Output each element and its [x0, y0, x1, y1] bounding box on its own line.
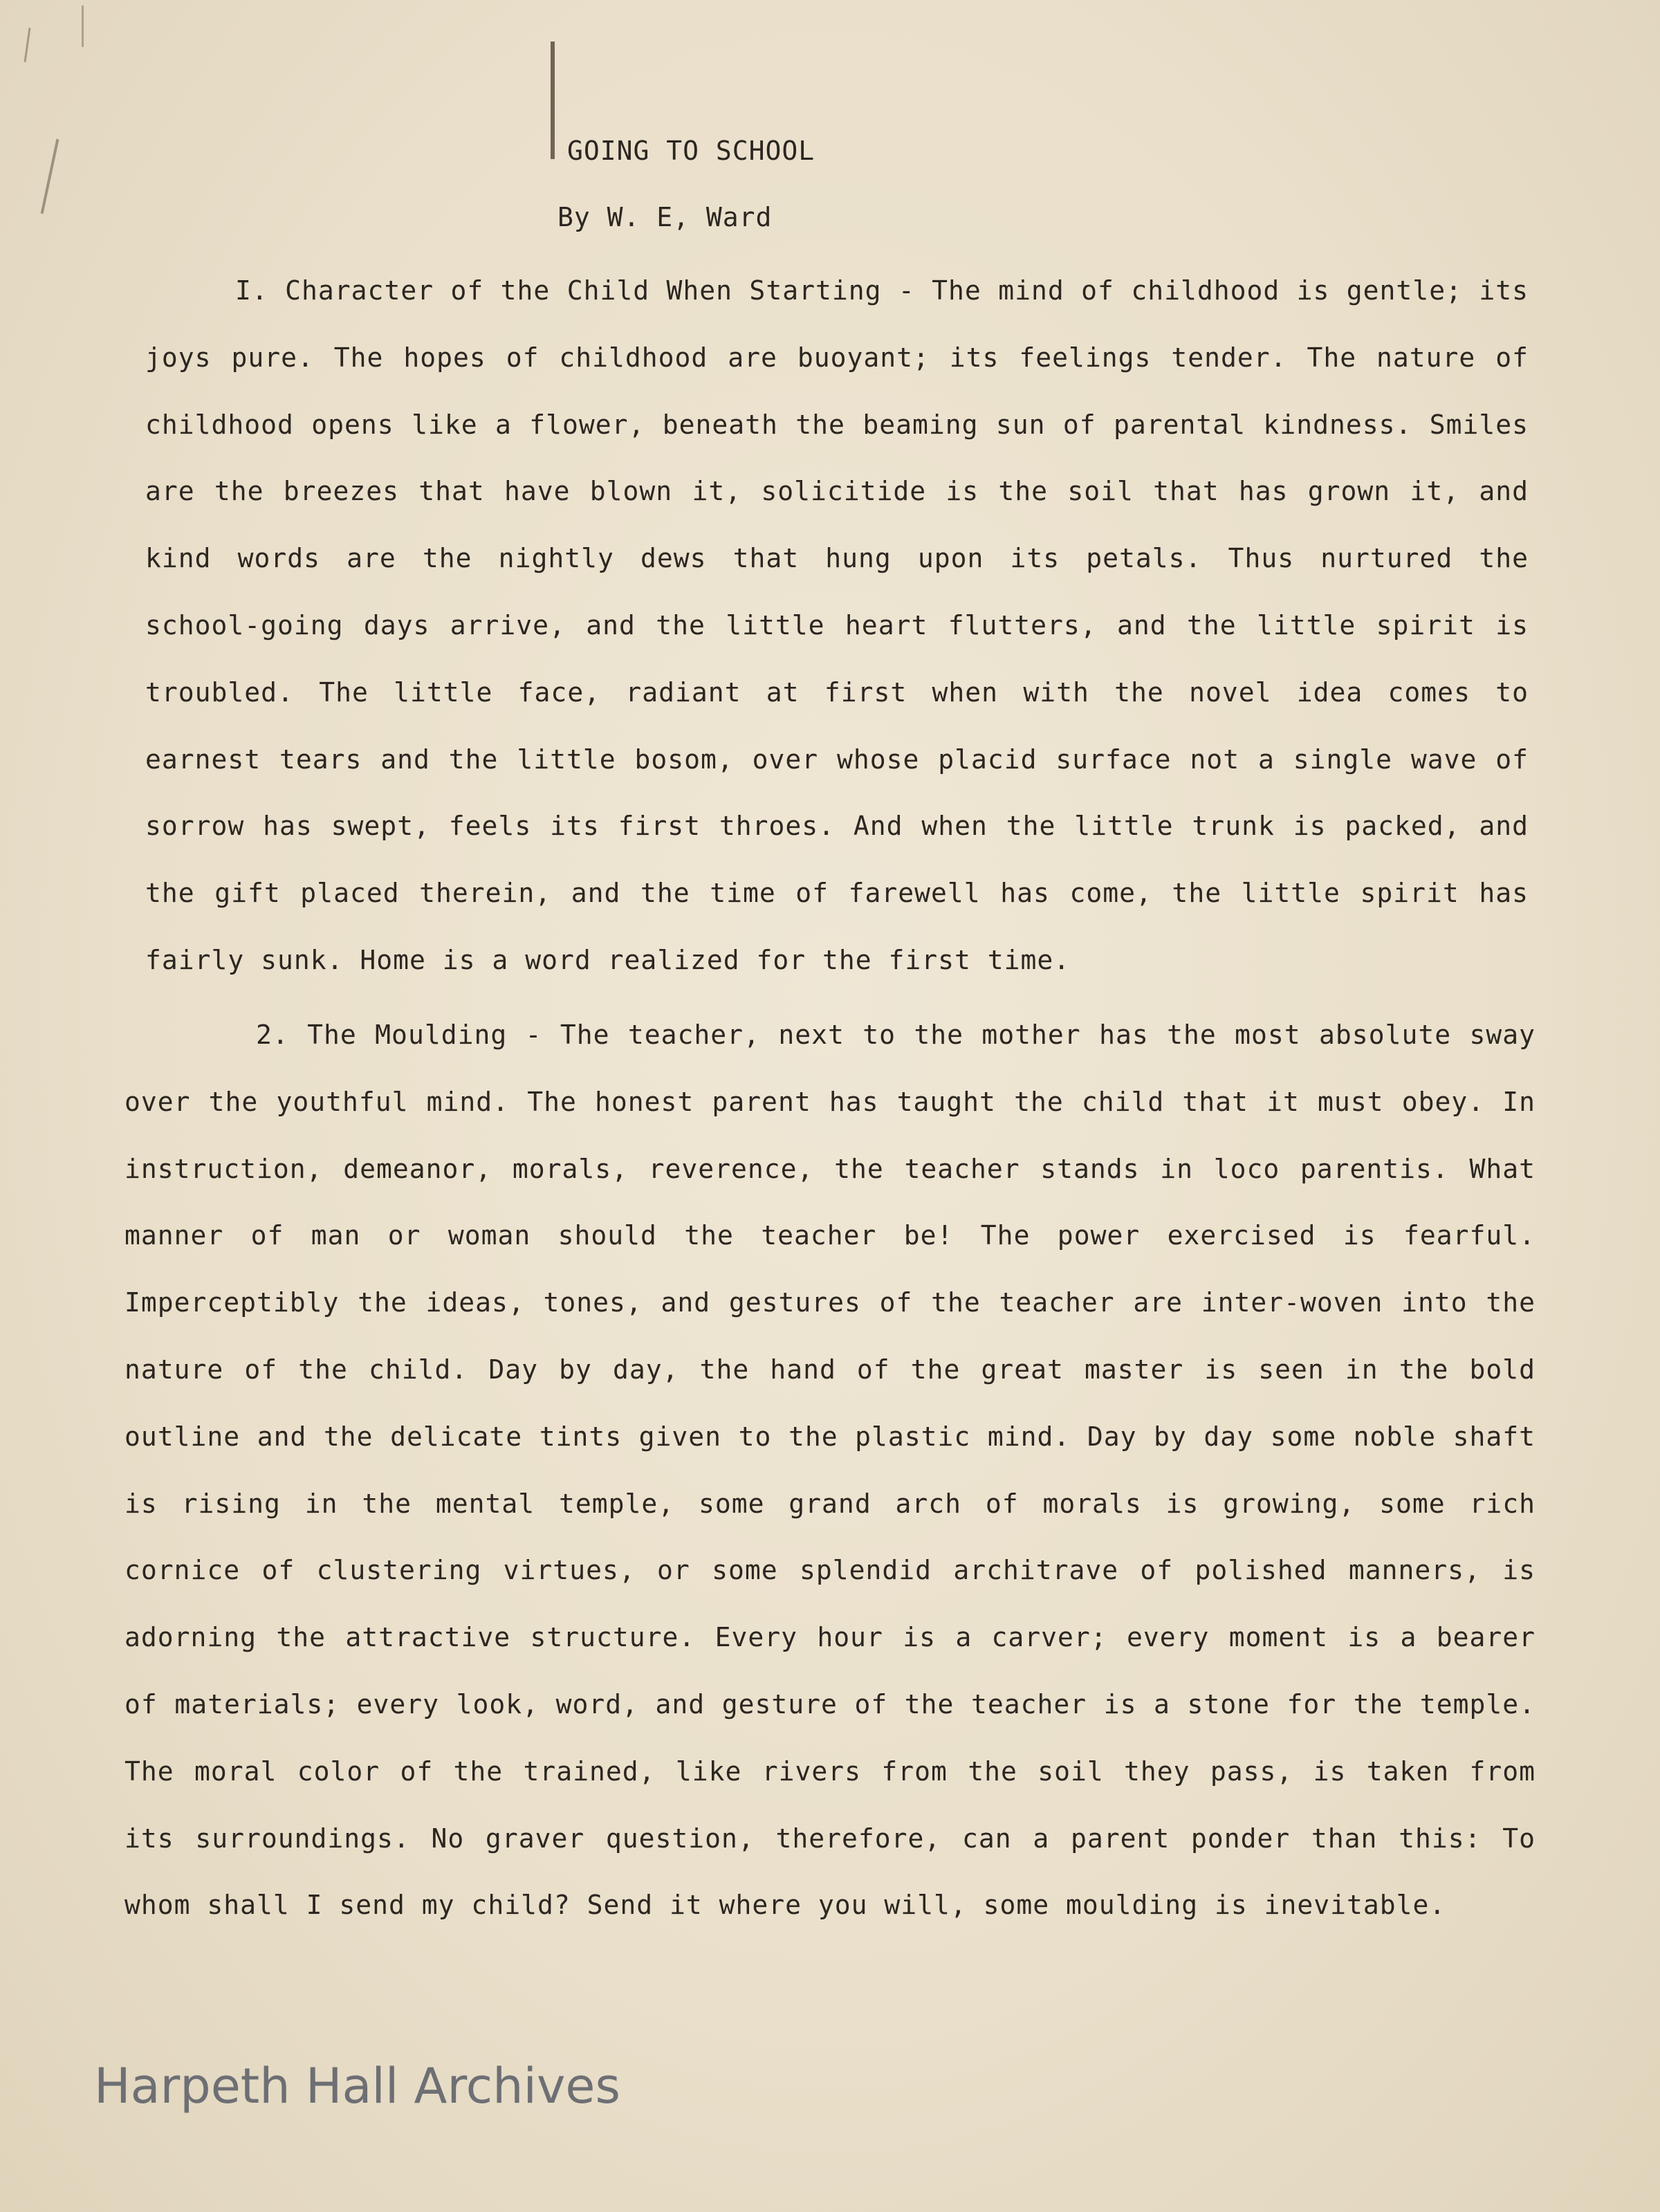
ink-mark — [82, 6, 84, 47]
document-title: GOING TO SCHOOL — [567, 136, 815, 166]
ink-mark — [24, 28, 31, 62]
paragraph-character-of-child: I. Character of the Child When Starting - The mind of childhood is gentle; its joys pure. The hopes of childhood are buoyant; its feelings tender. The nature of childhood opens like a flower, beneath the beaming sun of parental kindness. Smiles are the breezes that have blown it, solicitide is the soil that has grown it, and kind words are the nightly dews that hung upon its petals. Thus nurtured the school-going days arrive, and the little heart flutters, and the little spirit is troubled. The little face, radiant at first when with the novel idea comes to earnest tears and the little bosom, over whose placid surface not a single wave of sorrow has swept, feels its first throes. And when the little trunk is packed, and the gift placed therein, and the time of farewell has come, the little spirit has fairly sunk. Home is a word realized for the first time. — [145, 275, 1529, 975]
ink-mark — [41, 139, 59, 214]
ink-mark — [551, 42, 555, 159]
document-byline: By W. E, Ward — [557, 202, 773, 232]
paragraph-the-moulding: 2. The Moulding - The teacher, next to the mother has the most absolute sway over the youthful mind. The honest parent has taught the child that it must obey. In instruction, demeanor, morals, reverence, the teacher stands in loco parentis. What manner of man or woman should the teacher be! The power exercised is fearful. Imperceptibly the ideas, tones, and gestures of the teacher are inter-woven into the nature of the child. Day by day, the hand of the great master is seen in the bold outline and the delicate tints given to the plastic mind. Day by day some noble shaft is rising in the mental temple, some grand arch of morals is growing, some rich cornice of clustering virtues, or some splendid architrave of polished manners, is adorning the attractive structure. Every hour is a carver; every moment is a bearer of materials; every look, word, and gesture of the teacher is a stone for the temple. The moral color of the trained, like rivers from the soil they pass, is taken from its surroundings. No graver question, therefore, can a parent ponder than this: To whom shall I send my child? Send it where you will, some moulding is inevitable. — [124, 1020, 1536, 1921]
archive-watermark: Harpeth Hall Archives — [94, 2058, 620, 2114]
